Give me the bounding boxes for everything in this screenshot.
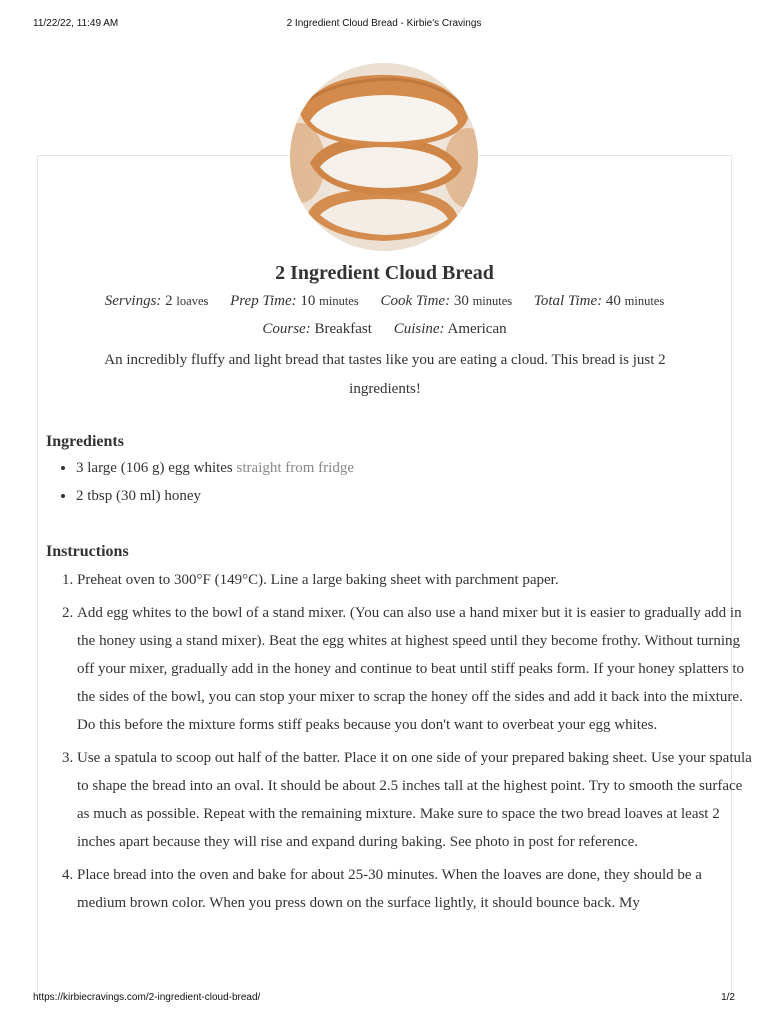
cook-time xyxy=(380,293,512,310)
print-page-title: 2 Ingredient Cloud Bread - Kirbie's Cravings xyxy=(286,18,482,29)
print-datetime: 11/22/22, 11:49 AM xyxy=(33,18,119,29)
instruction-step: 1. Preheat oven to 300°F (149°C). Line a large baking sheet with parchment paper. xyxy=(77,566,753,594)
print-url: https://kirbiecravings.com/2-ingredient-cloud-bread/ xyxy=(33,992,261,1003)
prep-time xyxy=(230,293,359,310)
servings xyxy=(105,293,209,310)
cuisine-label: Cuisine: xyxy=(393,321,445,337)
cook-time-unit: minutes xyxy=(472,294,513,308)
course-value: Breakfast xyxy=(314,321,372,337)
servings-unit: loaves xyxy=(176,294,209,308)
total-time xyxy=(534,293,664,310)
prep-time-value: 10 xyxy=(300,293,316,309)
cook-time-label: Cook Time: xyxy=(380,293,451,309)
prep-time-label: Prep Time: xyxy=(230,293,297,309)
ingredient-text: 3 large (106 g) egg whites xyxy=(76,460,233,476)
cook-time-value: 30 xyxy=(453,293,469,309)
ingredient-item xyxy=(76,458,354,486)
servings-label: Servings: xyxy=(104,293,162,309)
recipe-title: 2 Ingredient Cloud Bread xyxy=(275,262,494,284)
instructions-heading: Instructions xyxy=(46,543,129,560)
ingredient-text: 2 tbsp (30 ml) honey xyxy=(76,488,201,504)
cuisine-value: American xyxy=(447,321,507,337)
recipe-meta-category xyxy=(37,321,732,338)
instructions-list xyxy=(46,566,753,922)
course-label: Course: xyxy=(262,321,311,337)
print-header xyxy=(0,18,768,32)
total-time-unit: minutes xyxy=(624,294,665,308)
print-footer xyxy=(0,992,768,1006)
prep-time-unit: minutes xyxy=(319,294,359,308)
recipe-meta-times xyxy=(37,293,732,310)
servings-value: 2 xyxy=(165,293,173,309)
ingredients-heading: Ingredients xyxy=(46,433,124,450)
course xyxy=(262,321,372,338)
total-time-value: 40 xyxy=(605,293,621,309)
recipe-photo xyxy=(290,63,478,251)
instruction-step: 2. Add egg whites to the bowl of a stand mixer. (You can also use a hand mixer but it is easier to gradually add in the honey using a stand mixer). Beat the egg whites at highest speed until they become frothy. Without turning off your mixer, gradually add in the honey and continue to beat until stiff peaks form. If your honey splatters to the sides of the bowl, you can stop your mixer to scrap the honey off the sides and add it back into the mixture. Do this before the mixture forms stiff peaks because you don't want to overbeat your egg whites. xyxy=(77,599,753,739)
instruction-step: 3. Use a spatula to scoop out half of the batter. Place it on one side of your prepared baking sheet. Use your spatula to shape the bread into an oval. It should be about 2.5 inches tall at the highest point. Try to smooth the surface as much as possible. Repeat with the remaining mixture. Make sure to space the two bread loaves at least 2 inches apart because they will rise and expand during baking. See photo in post for reference. xyxy=(77,744,753,856)
ingredient-note: straight from fridge xyxy=(236,460,354,476)
instruction-step: 4. Place bread into the oven and bake for about 25-30 minutes. When the loaves are done, they should be a medium brown color. When you press down on the surface lightly, it should bounce back. My xyxy=(77,861,753,917)
ingredients-list xyxy=(46,458,354,514)
total-time-label: Total Time: xyxy=(533,293,603,309)
recipe-summary: An incredibly fluffy and light bread that tastes like you are eating a cloud. This bread is just 2 ingredients! xyxy=(104,352,666,397)
ingredient-item xyxy=(76,486,354,514)
print-page-number: 1/2 xyxy=(721,992,735,1003)
cuisine xyxy=(394,321,507,338)
